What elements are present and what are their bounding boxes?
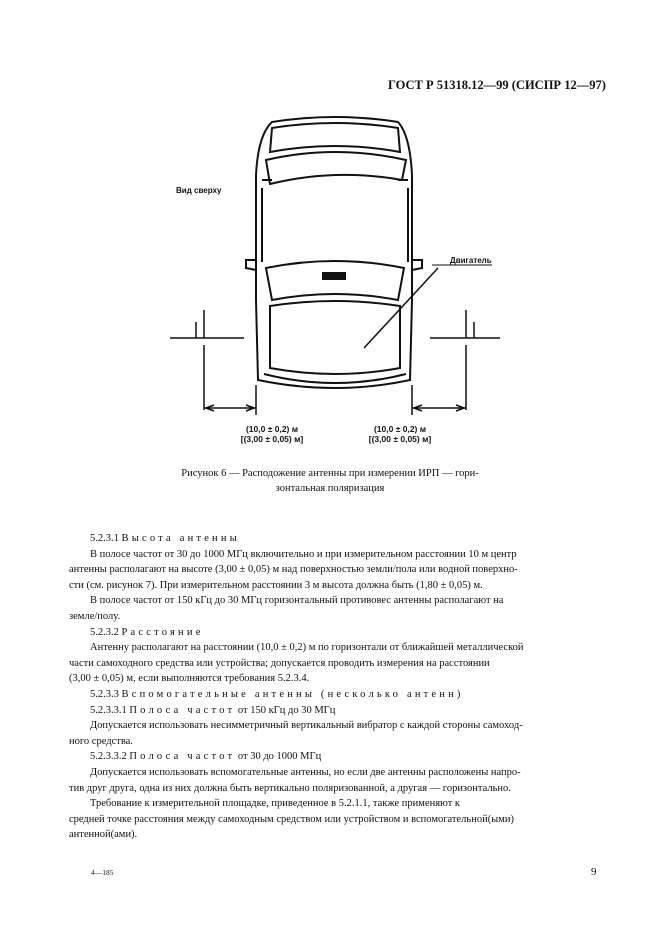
text-line: тив друг друга, одна из них должна быть вертикально поляризованной, а другая — горизонтально. — [69, 782, 511, 794]
section-heading-5-2-3-3-1 — [90, 703, 599, 719]
paragraph-height — [69, 547, 599, 594]
paragraph-distance — [69, 640, 599, 687]
text-line: средней точке расстояния между самоходным средством или устройством и вспомогательной(ыми) — [69, 813, 514, 825]
right-distance-label — [360, 424, 440, 444]
paragraph-counterpoise — [69, 593, 599, 624]
footer-print-code: 4—185 — [91, 868, 114, 877]
engine-label: Двигатель — [450, 256, 492, 265]
text-line: В полосе частот от 30 до 1000 МГц включительно и при измерительном расстоянии 10 м центр — [90, 548, 517, 560]
text-line: антенной(ами). — [69, 829, 138, 841]
left-distance-label — [232, 424, 312, 444]
section-title-rest: от 30 до 1000 МГц — [237, 751, 322, 763]
section-number: 5.2.3.1 — [90, 533, 119, 544]
text-line: части самоходного средства или устройства; допускается проводить измерения на расстоянии — [69, 657, 490, 669]
text-line: ного средства. — [69, 735, 133, 747]
section-heading-5-2-3-3 — [90, 687, 599, 703]
section-title: Расстояние — [121, 626, 204, 638]
section-title: Полоса частот — [129, 704, 236, 716]
section-title: Полоса частот — [129, 751, 236, 763]
right-distance-main: (10,0 ± 0,2) м — [373, 424, 427, 434]
section-number: 5.2.3.3.2 — [90, 751, 127, 763]
text-line: (3,00 ± 0,05) м, если выполняются требования 5.2.3.4. — [69, 673, 310, 685]
section-heading-5-2-3-1 — [90, 531, 599, 547]
section-heading-5-2-3-3-2 — [90, 749, 599, 765]
section-title: Высота антенны — [121, 533, 240, 544]
text-line: Допускается использовать несимметричный вертикальный вибратор с каждой стороны самоход- — [90, 720, 523, 732]
caption-line-1: Рисунок 6 — Расподожение антенны при измерении ИРП — гори- — [181, 468, 479, 479]
right-distance-alt: [(3,00 ± 0,05) м] — [368, 434, 432, 444]
section-heading-5-2-3-2 — [90, 625, 599, 641]
left-distance-main: (10,0 ± 0,2) м — [245, 424, 299, 434]
paragraph-site-requirement — [69, 796, 599, 843]
page-number: 9 — [591, 866, 597, 878]
section-title: Вспомогательные антенны (несколько антенн) — [121, 688, 464, 700]
text-line: Антенну располагают на расстоянии (10,0 ± 0,2) м по горизонтали от ближайшей металлической — [90, 642, 524, 654]
view-label: Вид сверху — [176, 186, 222, 195]
section-number: 5.2.3.3.1 — [90, 704, 127, 716]
body-text — [69, 531, 599, 843]
figure-caption — [160, 466, 500, 496]
text-line: земле/полу. — [69, 610, 121, 622]
left-distance-alt: [(3,00 ± 0,05) м] — [240, 434, 304, 444]
document-header: ГОСТ Р 51318.12—99 (СИСПР 12—97) — [388, 78, 606, 92]
section-title-rest: от 150 кГц до 30 МГц — [237, 704, 336, 716]
text-line: антенны располагают на высоте (3,00 ± 0,05) м над поверхностью земли/пола или водной поверхно- — [69, 564, 518, 576]
text-line: В полосе частот от 150 кГц до 30 МГц горизонтальный противовес антенны располагают на — [90, 595, 504, 607]
section-number: 5.2.3.3 — [90, 688, 119, 700]
section-number: 5.2.3.2 — [90, 626, 119, 638]
caption-line-2: зонтальная поляризация — [275, 483, 385, 494]
paragraph-vertical-vibrator — [69, 718, 599, 749]
text-line: Требование к измерительной площадке, приведенное в 5.2.1.1, также применяют к — [90, 798, 461, 810]
text-line: сти (см. рисунок 7). При измерительном расстоянии 3 м высота должна быть (1,80 ± 0,05) м. — [69, 579, 483, 591]
paragraph-auxiliary-antennas — [69, 765, 599, 796]
text-line: Допускается использовать вспомогательные антенны, но если две антенны расположены напро- — [90, 766, 521, 778]
